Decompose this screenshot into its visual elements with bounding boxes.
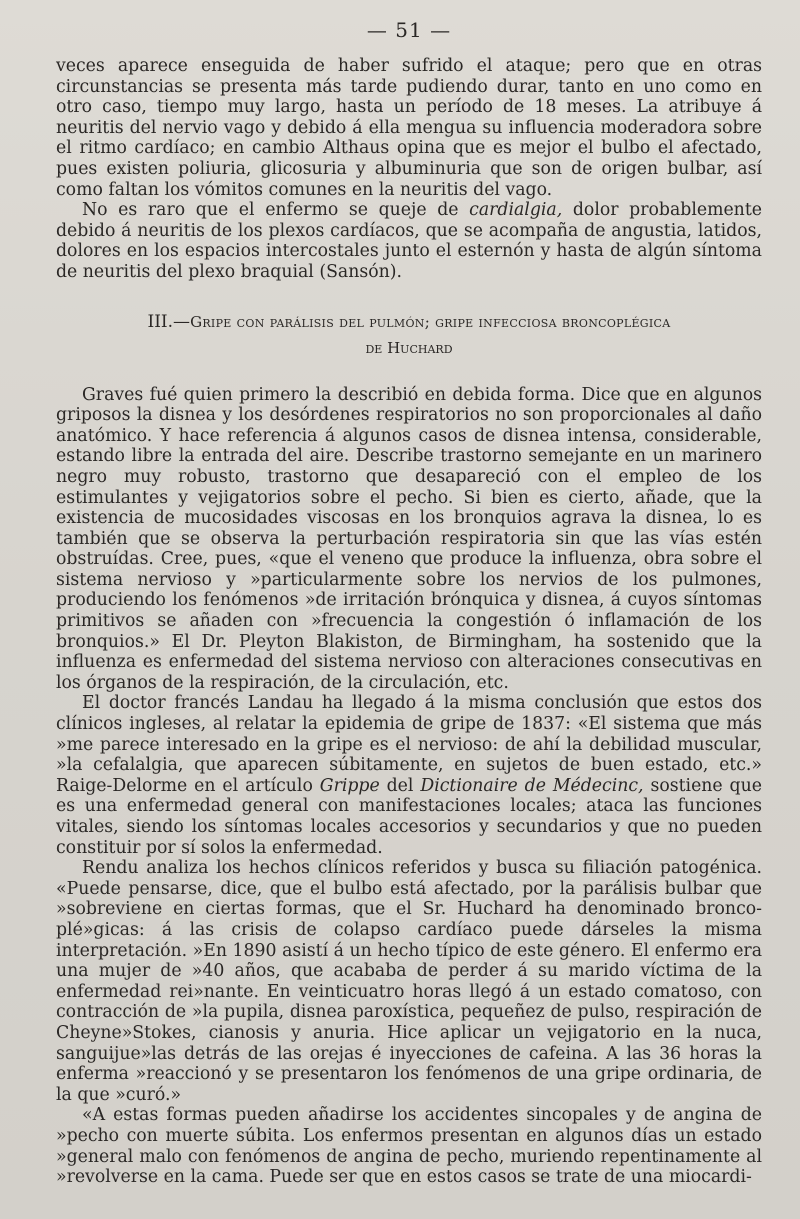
body-text	[56, 56, 762, 1188]
section-heading-line-1	[56, 309, 762, 335]
paragraph-4-italic-2: Dictionaire de Médecinc,	[420, 775, 644, 796]
paragraph-1: veces aparece enseguida de haber sufrido el ataque; pero que en otras circunstancias se presenta más tarde pudiendo durar, tanto en uno como en otro caso, tiempo muy largo, hasta un período de 18 meses. La atribuye á neuritis del nervio vago y debido á ella mengua su influencia moderadora sobre el ritmo cardíaco; en cambio Althaus opina que es mejor el bulbo el afectado, pues existen poliuria, glicosuria y albuminuria que son de origen bulbar, así como faltan los vómitos comunes en la neuritis del vago.	[56, 56, 762, 200]
section-heading	[56, 309, 762, 361]
paragraph-2-text-b: dolor probablemente debido á neuritis de los plexos cardíacos, que se acompaña de angustia, latidos, dolores en los espacios intercostales junto el esternón y hasta de algún síntoma de neuritis del plexo braquial (Sansón).	[56, 200, 762, 282]
paragraph-3: Graves fué quien primero la describió en debida forma. Dice que en algunos griposos la disnea y los desórdenes respiratorios no son proporcionales al daño anatómico. Y hace referencia á algunos casos de disnea intensa, considerable, estando libre la entrada del aire. Describe trastorno semejante en un marinero negro muy robusto, trastorno que desapareció con el empleo de los estimulantes y vejigatorios sobre el pecho. Si bien es cierto, añade, que la existencia de mucosidades viscosas en los bronquios agrava la disnea, lo es también que se observa la perturbación respiratoria sin que las vías estén obstruídas. Cree, pues, «que el veneno que produce la influenza, obra sobre el sistema nervioso y »particularmente sobre los nervios de los pulmones, produciendo los fenómenos »de irritación brónquica y disnea, á cuyos síntomas primitivos se añaden con »frecuencia la congestión ó inflamación de los bronquios.» El Dr. Pleyton Blakiston, de Birmingham, ha sostenido que la influenza es enfermedad del sistema nervioso con alteraciones consecutivas en los órganos de la respiración, de la circulación, etc.	[56, 384, 762, 693]
paragraph-2	[56, 200, 762, 282]
paragraph-2-text-a: No es raro que el enfermo se queje de	[82, 200, 470, 221]
paragraph-4-text-c: sostiene que es una enfermedad general con manifestaciones locales; ataca las funciones vitales, siendo los síntomas locales accesorios y secundarios y que no pueden constituir por sí solos la enfermedad.	[56, 775, 762, 858]
paragraph-4	[56, 693, 762, 858]
paragraph-4-text-a: El doctor francés Landau ha llegado á la misma conclusión que estos dos clínicos ingleses, al relatar la epidemia de gripe de 1837: «El sistema que más »me parece interesado en la gripe es el nervioso: de ahí la debilidad muscular, »la cefalalgia, que aparecen súbitamente, en sujetos de buen estado, etc.» Raige-Delorme en el artículo	[56, 693, 762, 796]
page-number: — 51 —	[366, 18, 452, 42]
paragraph-5: Rendu analiza los hechos clínicos referidos y busca su filiación patogénica. «Puede pensarse, dice, que el bulbo está afectado, por la parálisis bulbar que »sobreviene en ciertas formas, que el Sr. Huchard ha denominado bronco-plé»gicas: á las crisis de colapso cardíaco puede dárseles la misma interpretación. »En 1890 asistí á un hecho típico de este género. El enfermo era una mujer de »40 años, que acababa de perder á su marido víctima de la enfermedad rei»nante. En veinticuatro horas llegó á un estado comatoso, con contracción de »la pupila, disnea paroxística, pequeñez de pulso, respiración de Cheyne»Stokes, cianosis y anuria. Hice aplicar un vejigatorio en la nuca, sanguijue»las detrás de las orejas é inyecciones de cafeina. A las 36 horas la enferma »reaccionó y se presentaron los fenómenos de una gripe ordinaria, de la que »curó.»	[56, 858, 762, 1105]
section-title-line-2: de Huchard	[365, 338, 453, 357]
paragraph-2-italic: cardialgia,	[469, 200, 563, 221]
paragraph-6: «A estas formas pueden añadirse los accidentes sincopales y de angina de »pecho con muerte súbita. Los enfermos presentan en algunos días un estado »general malo con fenómenos de angina de pecho, muriendo repentinamente al »revolverse en la cama. Puede ser que en estos casos se trate de una miocardi-	[56, 1105, 762, 1188]
section-number: III.—	[147, 311, 191, 332]
paragraph-4-text-b: del	[379, 775, 421, 796]
section-title: Gripe con parálisis del pulmón; gripe infecciosa broncoplégica	[190, 312, 671, 331]
paragraph-4-italic-1: Grippe	[319, 775, 380, 796]
